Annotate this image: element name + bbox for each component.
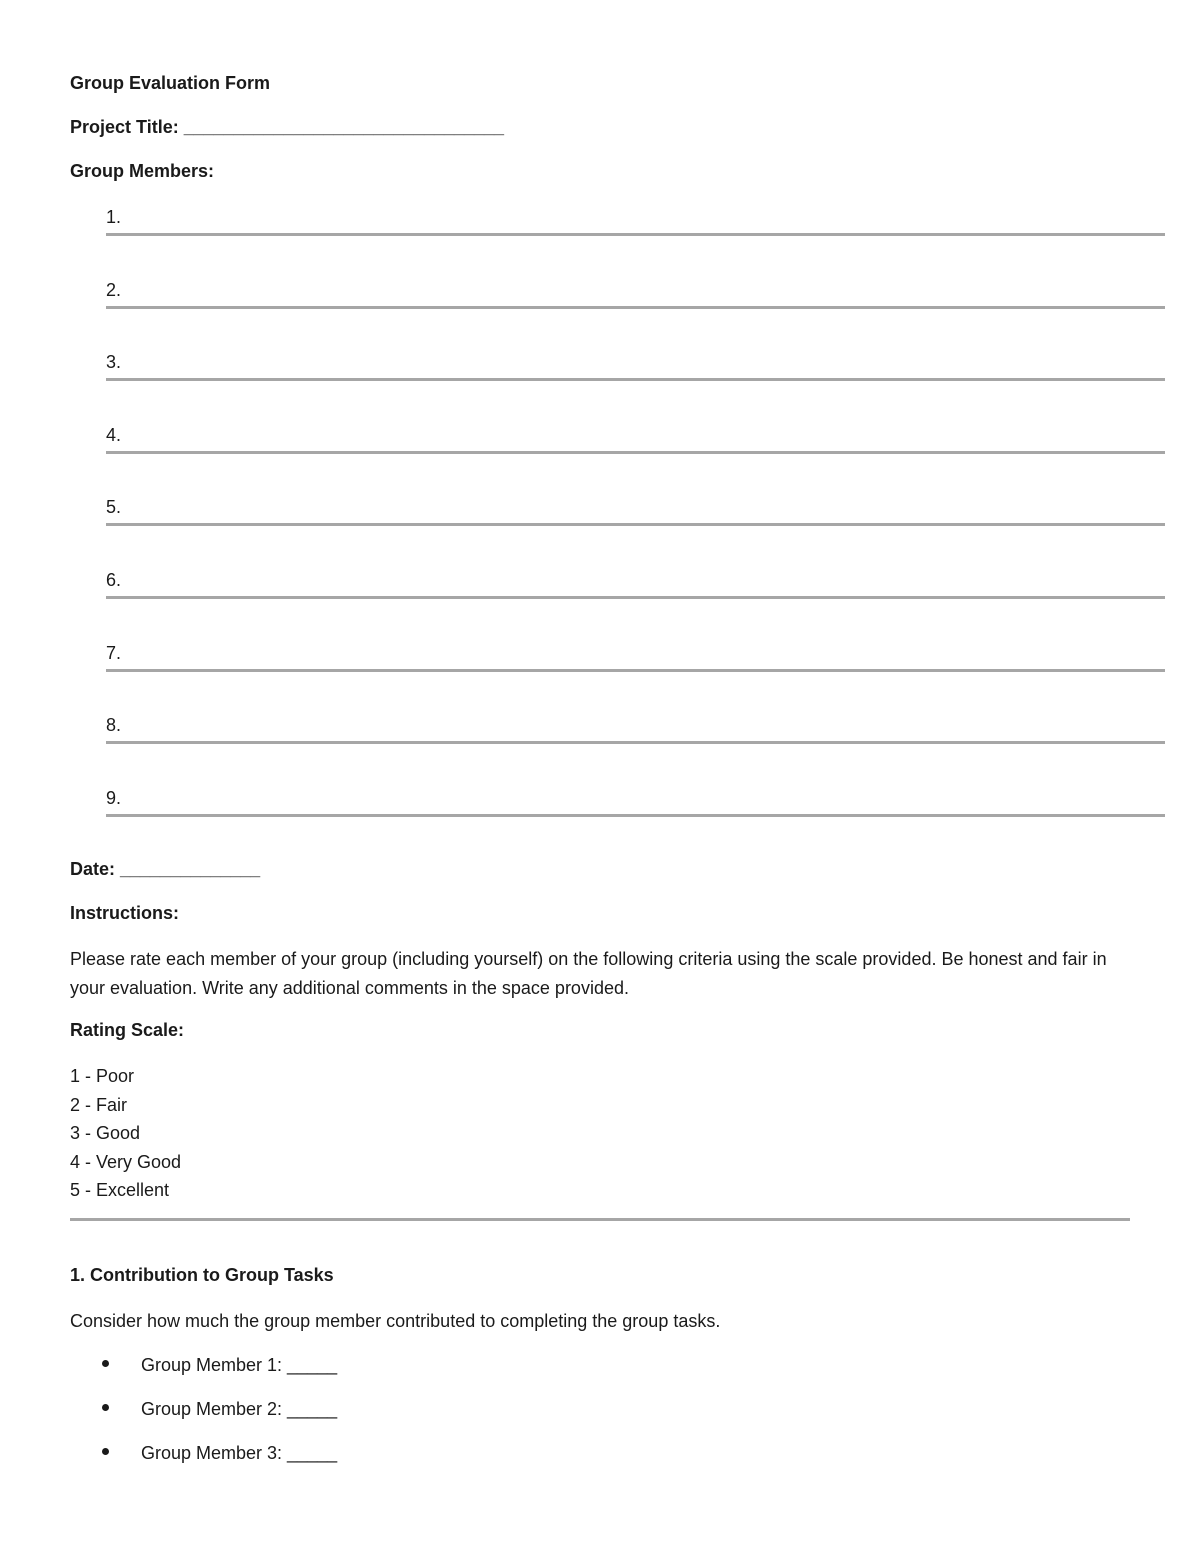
member-rule bbox=[106, 451, 1165, 454]
bullet-icon bbox=[102, 1404, 109, 1411]
member-rule bbox=[106, 523, 1165, 526]
bullet-icon bbox=[102, 1360, 109, 1367]
member-line bbox=[106, 280, 1165, 310]
list-item-text: Group Member 1: _____ bbox=[141, 1355, 338, 1375]
member-rule bbox=[106, 741, 1165, 744]
section-description: Consider how much the group member contributed to completing the group tasks. bbox=[70, 1311, 721, 1331]
form-title: Group Evaluation Form bbox=[70, 73, 271, 93]
member-line bbox=[106, 715, 1165, 745]
member-number: 7. bbox=[106, 643, 122, 663]
instructions-heading: Instructions: bbox=[70, 903, 180, 923]
member-number: 9. bbox=[106, 788, 122, 808]
list-item-text: Group Member 3: _____ bbox=[141, 1443, 338, 1463]
member-rule bbox=[106, 814, 1165, 817]
member-line bbox=[106, 352, 1165, 382]
member-line bbox=[106, 497, 1165, 527]
group-members-heading: Group Members: bbox=[70, 161, 215, 181]
member-rule bbox=[106, 596, 1165, 599]
member-number: 1. bbox=[106, 207, 122, 227]
member-line bbox=[106, 425, 1165, 455]
list-item-text: Group Member 2: _____ bbox=[141, 1399, 338, 1419]
rating-scale-item: 2 - Fair bbox=[70, 1094, 128, 1115]
date-field: Date: ______________ bbox=[70, 859, 261, 879]
bullet-icon bbox=[102, 1448, 109, 1455]
rating-scale-heading: Rating Scale: bbox=[70, 1020, 185, 1040]
rating-scale-item: 5 - Excellent bbox=[70, 1180, 170, 1200]
rating-scale-item: 4 - Very Good bbox=[70, 1151, 182, 1172]
member-line bbox=[106, 788, 1165, 818]
member-number: 4. bbox=[106, 425, 122, 445]
member-number: 6. bbox=[106, 570, 122, 590]
member-number: 8. bbox=[106, 715, 122, 735]
member-rule bbox=[106, 306, 1165, 309]
horizontal-divider bbox=[70, 1218, 1130, 1221]
member-line bbox=[106, 207, 1165, 237]
instructions-text: Please rate each member of your group (including yourself) on the following criteria using the scale provided. Be honest and fair in your evaluation. Write any additional comments in the space provided. bbox=[70, 949, 1107, 998]
rating-scale-item: 3 - Good bbox=[70, 1123, 141, 1143]
member-line bbox=[106, 643, 1165, 673]
member-number: 5. bbox=[106, 497, 122, 517]
member-number: 2. bbox=[106, 280, 122, 300]
member-line bbox=[106, 570, 1165, 600]
rating-scale-item: 1 - Poor bbox=[70, 1066, 135, 1086]
member-number: 3. bbox=[106, 352, 122, 372]
rating-scale-list bbox=[70, 1062, 181, 1205]
project-title-field: Project Title: ________________________________ bbox=[70, 117, 505, 137]
member-rule bbox=[106, 378, 1165, 381]
section-heading: 1. Contribution to Group Tasks bbox=[70, 1265, 334, 1285]
member-rule bbox=[106, 233, 1165, 236]
member-rule bbox=[106, 669, 1165, 672]
